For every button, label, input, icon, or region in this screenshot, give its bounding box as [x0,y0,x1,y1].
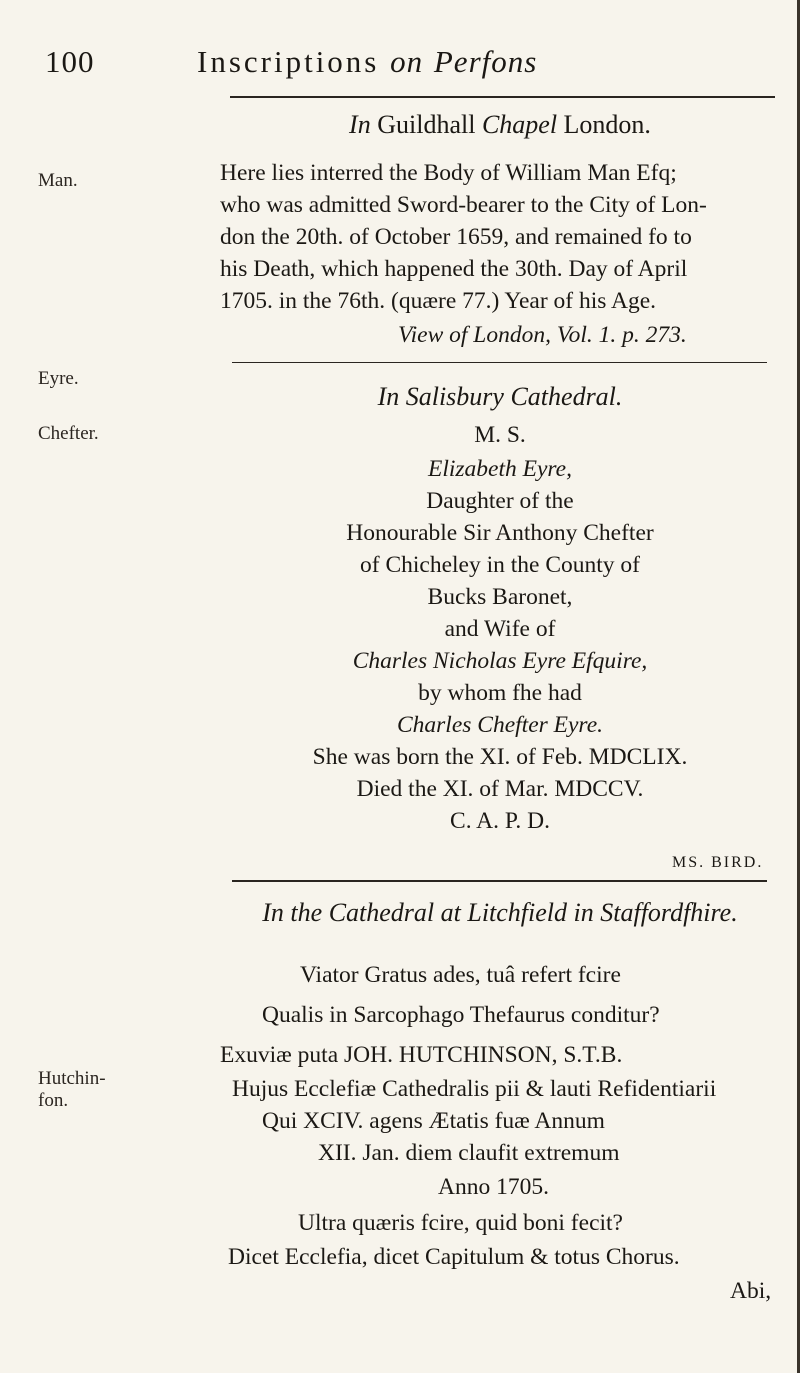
section-rule-2 [232,880,767,882]
salisbury-line-8: Charles Nicholas Eyre Efquire, [352,648,648,674]
header-rule [230,96,775,98]
section-rule-1 [232,362,767,363]
guildhall-line-1: Here lies interred the Body of William Man Efq; [220,160,677,186]
salisbury-line-2: Elizabeth Eyre, [427,456,572,482]
litchfield-line-6: XII. Jan. diem claufit extremum [318,1140,620,1166]
salisbury-line-5: of Chicheley in the County of [360,552,640,578]
litchfield-line-2: Qualis in Sarcophago Thefaurus conditur? [262,1002,660,1028]
running-title-subject: Perfons [433,44,538,79]
entry-title-litchfield: In the Cathedral at Litchfield in Staffordfhire. [262,898,738,927]
salisbury-line-1: M. S. [474,422,526,448]
guildhall-line-5: 1705. in the 76th. (quære 77.) Year of his Age. [220,288,657,314]
litchfield-line-7: Anno 1705. [438,1174,549,1200]
running-title-main: Inscriptions [197,44,380,79]
salisbury-line-4: Honourable Sir Anthony Chefter [346,520,654,546]
litchfield-catchword: Abi, [730,1278,772,1304]
guildhall-line-2: who was admitted Sword-bearer to the City of Lon- [220,192,707,218]
guildhall-line-4: his Death, which happened the 30th. Day of April [220,256,688,282]
salisbury-source: MS. BIRD. [672,854,764,871]
page-number: 100 [45,44,95,79]
litchfield-line-8: Ultra quæris fcire, quid boni fecit? [298,1210,623,1236]
salisbury-line-12: Died the XI. of Mar. MDCCV. [356,776,644,802]
running-title-on: on [390,44,424,79]
litchfield-line-1: Viator Gratus ades, tuâ refert fcire [300,962,621,988]
margin-note-eyre: Eyre. [38,368,79,389]
margin-note-chester: Chefter. [38,423,99,444]
margin-note-hutchinson-2: fon. [38,1090,69,1111]
running-title [197,44,537,80]
salisbury-line-7: and Wife of [444,616,556,642]
entry-title-guildhall: In Guildhall Chapel London. [349,110,651,139]
litchfield-line-5: Qui XCIV. agens Ætatis fuæ Annum [262,1108,605,1134]
guildhall-line-3: don the 20th. of October 1659, and remained fo to [220,224,692,250]
salisbury-line-13: C. A. P. D. [450,808,550,834]
litchfield-line-4: Hujus Ecclefiæ Cathedralis pii & lauti Refidentiarii [232,1076,717,1102]
entry-title-salisbury: In Salisbury Cathedral. [377,382,623,411]
salisbury-line-10: Charles Chefter Eyre. [396,712,604,738]
margin-note-man: Man. [38,170,78,191]
salisbury-line-6: Bucks Baronet, [427,584,573,610]
salisbury-line-11: She was born the XI. of Feb. MDCLIX. [312,744,688,770]
guildhall-source: View of London, Vol. 1. p. 273. [398,322,687,348]
salisbury-line-9: by whom fhe had [418,680,582,706]
margin-note-hutchinson-1: Hutchin- [38,1068,106,1089]
litchfield-line-9: Dicet Ecclefia, dicet Capitulum & totus Chorus. [228,1244,680,1270]
page-header [45,44,765,84]
salisbury-line-3: Daughter of the [426,488,574,514]
litchfield-line-3: Exuviæ puta JOH. HUTCHINSON, S.T.B. [220,1042,623,1068]
